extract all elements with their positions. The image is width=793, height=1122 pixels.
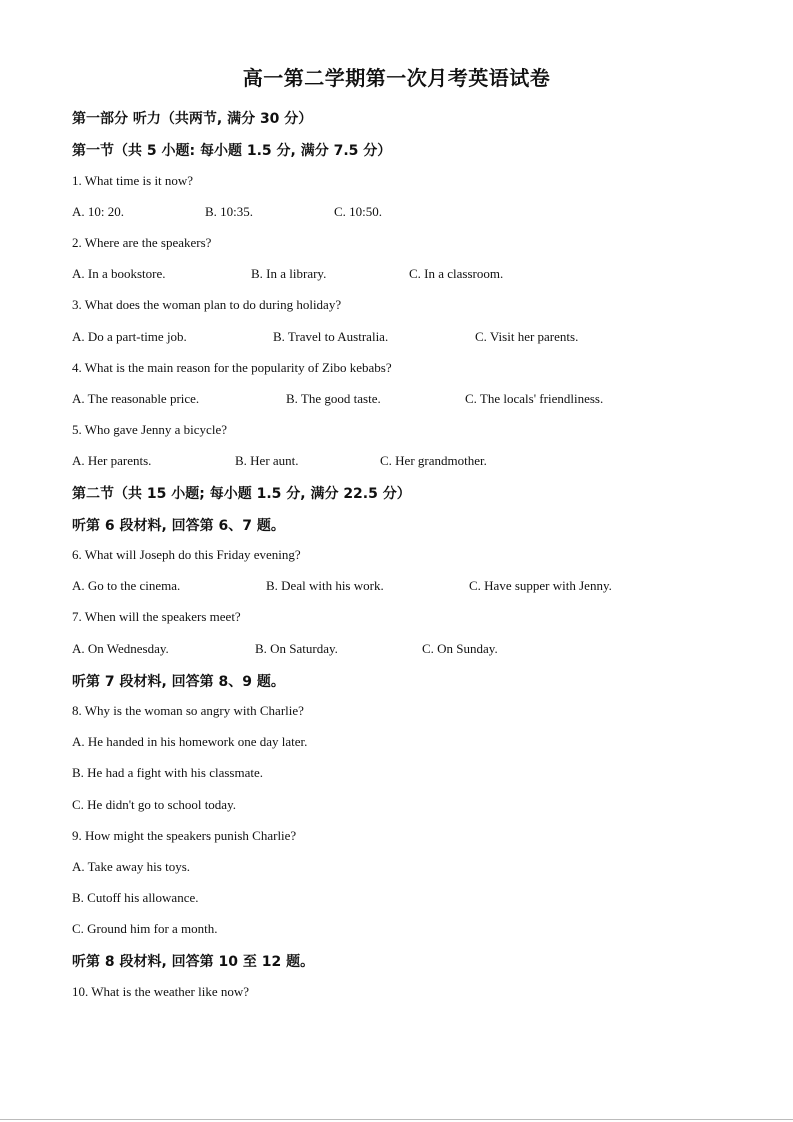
q9-option-c: C. Ground him for a month. bbox=[72, 921, 218, 936]
part1-heading: 第一部分 听力（共两节, 满分 30 分） bbox=[72, 111, 313, 127]
section1-heading: 第一节（共 5 小题: 每小题 1.5 分, 满分 7.5 分） bbox=[72, 143, 392, 159]
q2-option-b: B. In a library. bbox=[251, 266, 327, 281]
q9-option-b: B. Cutoff his allowance. bbox=[72, 890, 199, 905]
q5-option-b: B. Her aunt. bbox=[235, 453, 299, 468]
question-7: 7. When will the speakers meet? bbox=[72, 609, 241, 624]
q4-option-a: A. The reasonable price. bbox=[72, 391, 200, 406]
q4-option-c: C. The locals' friendliness. bbox=[465, 391, 604, 406]
q2-option-a: A. In a bookstore. bbox=[72, 266, 166, 281]
q7-option-c: C. On Sunday. bbox=[422, 641, 498, 656]
q4-option-b: B. The good taste. bbox=[286, 391, 381, 406]
page-title: 高一第二学期第一次月考英语试卷 bbox=[242, 66, 551, 90]
question-8: 8. Why is the woman so angry with Charlie? bbox=[72, 703, 304, 718]
passage7-heading: 听第 7 段材料, 回答第 8、9 题。 bbox=[72, 674, 285, 690]
q7-option-b: B. On Saturday. bbox=[255, 641, 338, 656]
q6-option-a: A. Go to the cinema. bbox=[72, 578, 181, 593]
q9-option-a: A. Take away his toys. bbox=[72, 859, 190, 874]
q8-option-a: A. He handed in his homework one day later. bbox=[72, 734, 308, 749]
question-2: 2. Where are the speakers? bbox=[72, 235, 212, 250]
q6-option-c: C. Have supper with Jenny. bbox=[469, 578, 612, 593]
passage6-heading: 听第 6 段材料, 回答第 6、7 题。 bbox=[72, 518, 285, 534]
q6-option-b: B. Deal with his work. bbox=[266, 578, 384, 593]
q8-option-c: C. He didn't go to school today. bbox=[72, 797, 236, 812]
section2-heading: 第二节（共 15 小题; 每小题 1.5 分, 满分 22.5 分） bbox=[72, 486, 411, 502]
q3-option-a: A. Do a part-time job. bbox=[72, 329, 187, 344]
q3-option-b: B. Travel to Australia. bbox=[273, 329, 389, 344]
question-1: 1. What time is it now? bbox=[72, 173, 194, 188]
q1-option-c: C. 10:50. bbox=[334, 204, 383, 219]
question-4: 4. What is the main reason for the popularity of Zibo kebabs? bbox=[72, 360, 392, 375]
passage8-heading: 听第 8 段材料, 回答第 10 至 12 题。 bbox=[72, 954, 315, 970]
question-9: 9. How might the speakers punish Charlie? bbox=[72, 828, 297, 843]
question-6: 6. What will Joseph do this Friday evening? bbox=[72, 547, 301, 562]
question-3: 3. What does the woman plan to do during holiday? bbox=[72, 297, 342, 312]
page-bottom-divider bbox=[0, 1119, 793, 1120]
question-10: 10. What is the weather like now? bbox=[72, 984, 250, 999]
question-5: 5. Who gave Jenny a bicycle? bbox=[72, 422, 227, 437]
q7-option-a: A. On Wednesday. bbox=[72, 641, 169, 656]
q1-option-b: B. 10:35. bbox=[205, 204, 254, 219]
q5-option-a: A. Her parents. bbox=[72, 453, 152, 468]
q2-option-c: C. In a classroom. bbox=[409, 266, 504, 281]
q8-option-b: B. He had a fight with his classmate. bbox=[72, 765, 263, 780]
q1-option-a: A. 10: 20. bbox=[72, 204, 124, 219]
q3-option-c: C. Visit her parents. bbox=[475, 329, 579, 344]
q5-option-c: C. Her grandmother. bbox=[380, 453, 487, 468]
